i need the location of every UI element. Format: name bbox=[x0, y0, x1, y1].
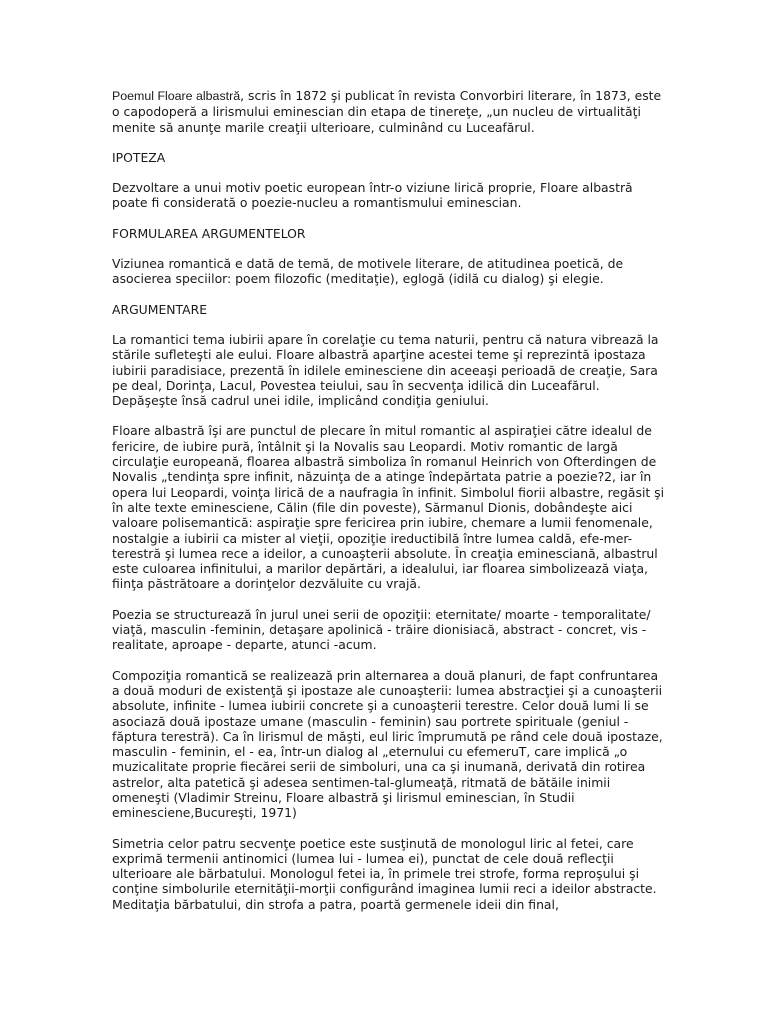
intro-rest: , scris în 1872 şi publicat în revista Convorbiri literare, în 1873, este o capodoperă a lirismului eminescian din etapa de tinereţe, „un nucleu de virtualităţi menite să anunţe marile creaţii ulterioare, culminând cu Luceafărul. bbox=[112, 88, 662, 135]
ipoteza-paragraph: Dezvoltare a unui motiv poetic european într-o viziune lirică proprie, Floare albastră poate fi considerată o poezie-nucleu a romantismului eminescian. bbox=[112, 180, 633, 211]
intro-paragraph bbox=[112, 88, 668, 135]
argumentare-paragraph-5: Simetria celor patru secvenţe poetice este susţinută de monologul liric al fetei, care exprimă termenii antinomici (lumea lui - lumea ei), punctat de cele două reflecţii ulterioare ale bărbatului. Monologul fetei ia, în primele trei strofe, forma reproşului şi conţine simbolurile eternităţii-morţii configurând imaginea lumii reci a ideilor abstracte. Meditaţia bărbatului, din strofa a patra, poartă germenele ideii din final, bbox=[112, 835, 657, 912]
argumentare-paragraph-1: La romantici tema iubirii apare în corelaţie cu tema naturii, pentru că natura vibrează la stările sufleteşti ale eului. Floare albastră aparţine acestei teme şi reprezintă ipostaza iubirii paradisiace, prezentă în idilele eminesciene din aceeaşi perioadă de creaţie, Sara pe deal, Dorinţa, Lacul, Povestea teiului, sau în secvenţa idilică din Luceafărul. Depăşeşte însă cadrul unei idile, implicând condiţia geniului. bbox=[112, 331, 659, 409]
argumentare-paragraph-2: Floare albastră îşi are punctul de plecare în mitul romantic al aspiraţiei către idealul de fericire, de iubire pură, întâlnit şi la Novalis sau Leopardi. Motiv romantic de largă circulaţie europeană, floarea albastră simboliza în romanul Heinrich von Ofterdingen de Novalis „tendinţa spre infinit, năzuinţa de a atinge îndepărtata patrie a poezie?2, iar în opera lui Leopardi, voinţa lirică de a naufragia în infinit. Simbolul fiorii albastre, regăsit şi în alte texte eminesciene, Călin (file din poveste), Sărmanul Dionis, dobândeşte aici valoare polisemantică: aspiraţie spre fericirea prin iubire, chemare a lumii fenomenale, nostalgie a iubirii ca mister al vieţii, opoziţie ireductibilă între lumea caldă, efe-mer-terestră şi lumea rece a ideilor, a cunoaşterii absolute. În creaţia eminesciană, albastrul este culoarea infinitului, a marilor depărtări, a idealului, iar floarea simbolizează viaţa, fiinţa păstrătoare a dorinţelor dezvăluite cu vrajă. bbox=[112, 423, 665, 592]
argumentare-paragraph-3: Poezia se structurează în jurul unei serii de opoziţii: eternitate/ moarte - temporalitate/ viaţă, masculin -feminin, detaşare apolinică - trăire dionisiacă, abstract - concret, vis - realitate, aproape - departe, atunci -acum. bbox=[112, 606, 651, 653]
section-heading-formularea: FORMULAREA ARGUMENTELOR bbox=[112, 225, 306, 241]
section-heading-ipoteza: IPOTEZA bbox=[112, 149, 166, 165]
formularea-paragraph: Viziunea romantică e dată de temă, de motivele literare, de atitudinea poetică, de asocierea speciilor: poem filozofic (meditaţie), eglogă (idilă cu dialog) şi elegie. bbox=[112, 256, 624, 287]
intro-lead: Poemul Floare albastră bbox=[112, 89, 241, 103]
section-heading-argumentare: ARGUMENTARE bbox=[112, 301, 208, 317]
argumentare-paragraph-4: Compoziţia romantică se realizează prin alternarea a două planuri, de fapt confruntarea a două moduri de existenţă şi ipostaze ale cunoaşterii: lumea abstracţiei şi a cunoaşterii absolute, infinite - lumea iubirii concrete şi a cunoaşterii terestre. Celor două lumi li se asociază două ipostaze umane (masculin - feminin) sau portrete spirituale (geniul - făptura terestră). Ca în lirismul de măşti, eul liric împrumută pe rând cele două ipostaze, masculin - feminin, el - ea, într-un dialog al „eternului cu efemeruT, care implică „o muzicalitate proprie fiecărei serii de simboluri, una ca şi inumană, derivată din rotirea astrelor, alta patetică şi adesea sentimen-tal-glumeaţă, ritmată de bătăile inimii omeneşti (Vladimir Streinu, Floare albastră şi lirismul eminescian, în Studii eminesciene,Bucureşti, 1971) bbox=[112, 667, 663, 821]
